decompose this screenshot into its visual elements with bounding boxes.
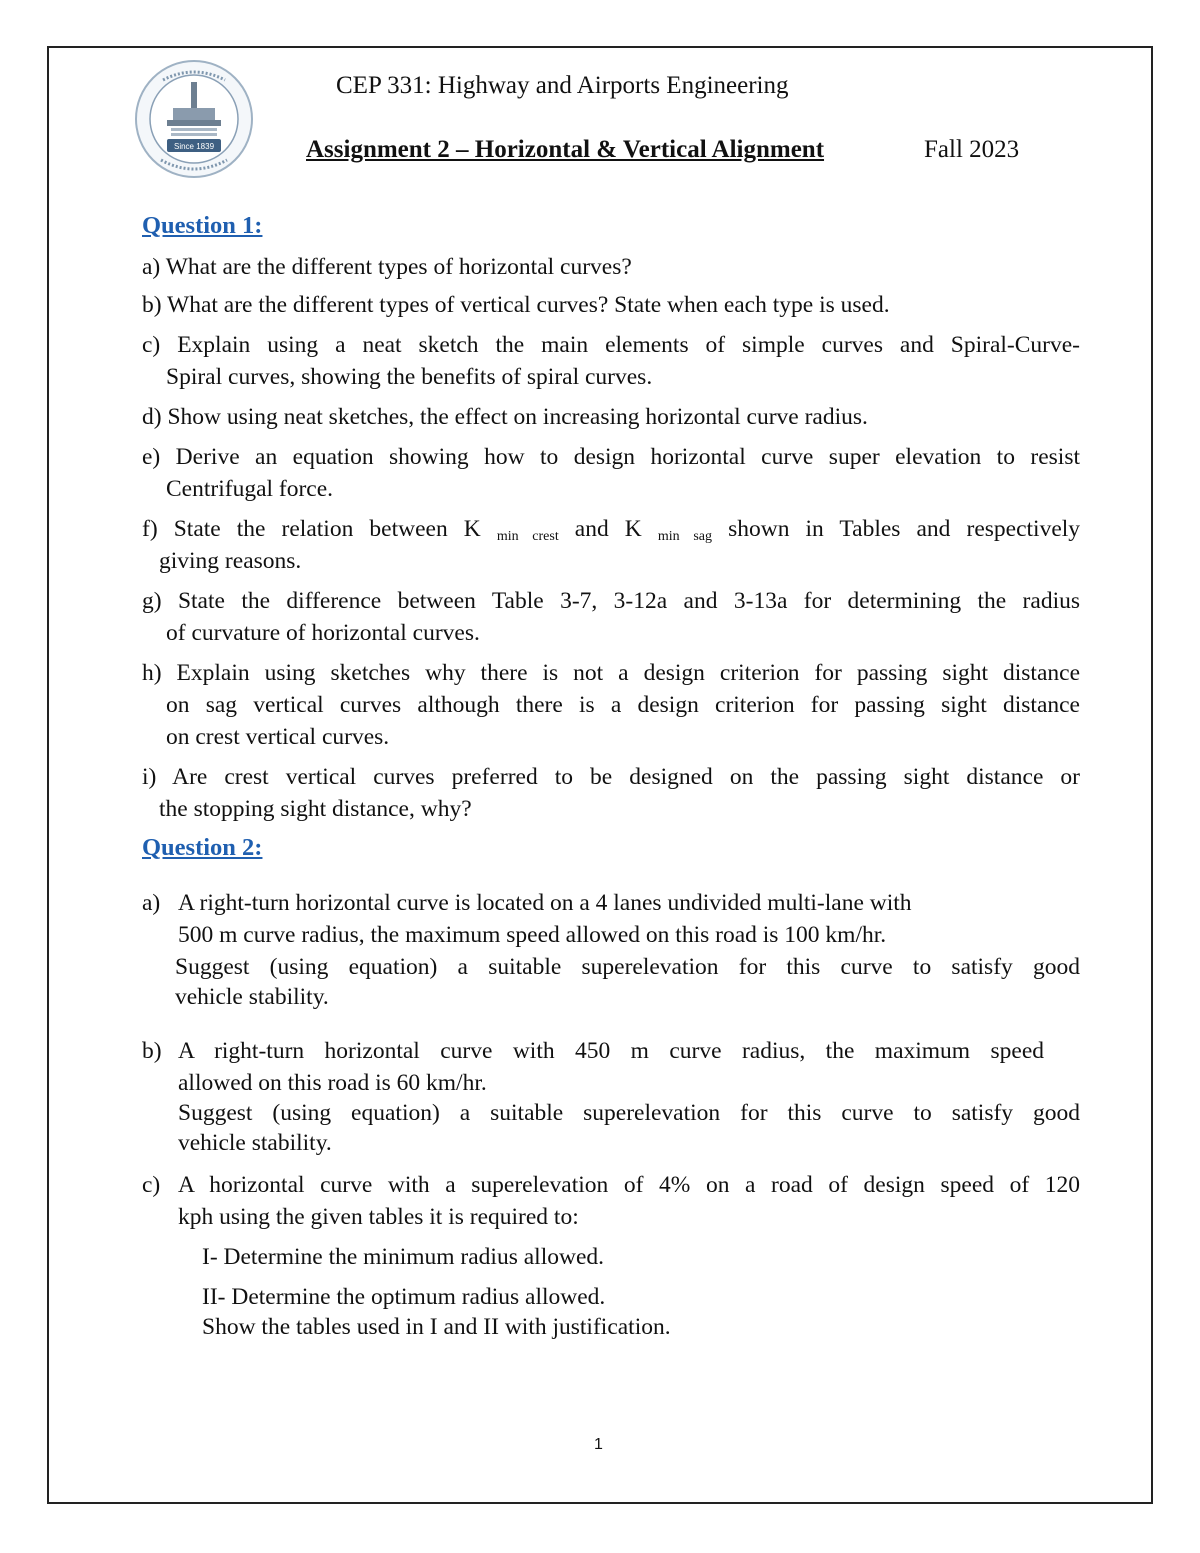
q2-item-c-line1: A horizontal curve with a superelevation of 4% on a road of design speed of 120 bbox=[178, 1172, 1080, 1198]
q1-f-text-start: f) State the relation between K bbox=[142, 516, 481, 542]
q1-item-e-line2: Centrifugal force. bbox=[166, 476, 334, 502]
q2-item-a-line1: A right-turn horizontal curve is located on a 4 lanes undivided multi-lane with bbox=[178, 890, 912, 916]
q1-f-text-end: shown in Tables and respectively bbox=[728, 516, 1081, 542]
q1-f-text-mid: and K bbox=[574, 516, 642, 542]
q1-item-a: a) What are the different types of horizontal curves? bbox=[142, 254, 632, 280]
q1-item-h-line3: on crest vertical curves. bbox=[166, 724, 390, 750]
q1-item-i-line2: the stopping sight distance, why? bbox=[159, 796, 472, 822]
q1-item-d: d) Show using neat sketches, the effect on increasing horizontal curve radius. bbox=[142, 404, 868, 430]
q2-item-b-line2: allowed on this road is 60 km/hr. bbox=[178, 1070, 487, 1096]
q1-item-h-line1: h) Explain using sketches why there is not a design criterion for passing sight distance bbox=[142, 660, 1080, 686]
q2-item-b-line1: A right-turn horizontal curve with 450 m curve radius, the maximum speed bbox=[178, 1038, 1044, 1064]
assignment-title: Assignment 2 – Horizontal & Vertical Alignment bbox=[306, 136, 825, 163]
q2-item-c-instruction: Show the tables used in I and II with justification. bbox=[202, 1314, 671, 1340]
q1-item-g-line2: of curvature of horizontal curves. bbox=[166, 620, 480, 646]
logo-since-text: Since 1839 bbox=[173, 142, 215, 151]
q2-item-c-part-ii: II- Determine the optimum radius allowed. bbox=[202, 1284, 606, 1310]
q1-item-f-line2: giving reasons. bbox=[159, 548, 302, 574]
q2-item-c-part-i: I- Determine the minimum radius allowed. bbox=[202, 1244, 605, 1270]
q1-item-c-line1: c) Explain using a neat sketch the main elements of simple curves and Spiral-Curve- bbox=[142, 332, 1080, 358]
q1-f-sub-sag: min sag bbox=[657, 529, 712, 544]
q2-item-a-line3: Suggest (using equation) a suitable superelevation for this curve to satisfy good bbox=[175, 954, 1080, 980]
question-2-heading: Question 2: bbox=[142, 834, 263, 861]
q2-item-c-line2: kph using the given tables it is required to: bbox=[178, 1204, 579, 1230]
course-title: CEP 331: Highway and Airports Engineering bbox=[336, 72, 789, 99]
q2-item-c-label: c) bbox=[142, 1172, 161, 1198]
q1-item-g-line1: g) State the difference between Table 3-7, 3-12a and 3-13a for determining the radius bbox=[142, 588, 1080, 614]
q1-item-i-line1: i) Are crest vertical curves preferred to be designed on the passing sight distance or bbox=[142, 764, 1080, 790]
q1-item-e-line1: e) Derive an equation showing how to design horizontal curve super elevation to resist bbox=[142, 444, 1080, 470]
q2-item-b-line4: vehicle stability. bbox=[178, 1130, 332, 1156]
university-logo bbox=[133, 58, 255, 180]
q2-item-a-label: a) bbox=[142, 890, 161, 916]
term-label: Fall 2023 bbox=[924, 136, 1020, 163]
q1-item-b: b) What are the different types of vertical curves? State when each type is used. bbox=[142, 292, 890, 318]
page-number: 1 bbox=[594, 1436, 603, 1453]
q2-item-a-line2: 500 m curve radius, the maximum speed allowed on this road is 100 km/hr. bbox=[178, 922, 887, 948]
q2-item-b-label: b) bbox=[142, 1038, 162, 1064]
q1-f-sub-crest: min crest bbox=[496, 529, 559, 544]
q1-item-h-line2: on sag vertical curves although there is a design criterion for passing sight distance bbox=[166, 692, 1080, 718]
q2-item-b-line3: Suggest (using equation) a suitable superelevation for this curve to satisfy good bbox=[178, 1100, 1080, 1126]
q2-item-a-line4: vehicle stability. bbox=[175, 984, 329, 1010]
question-1-heading: Question 1: bbox=[142, 212, 263, 239]
q1-item-c-line2: Spiral curves, showing the benefits of spiral curves. bbox=[166, 364, 653, 390]
q1-item-f-line1 bbox=[142, 516, 1080, 545]
